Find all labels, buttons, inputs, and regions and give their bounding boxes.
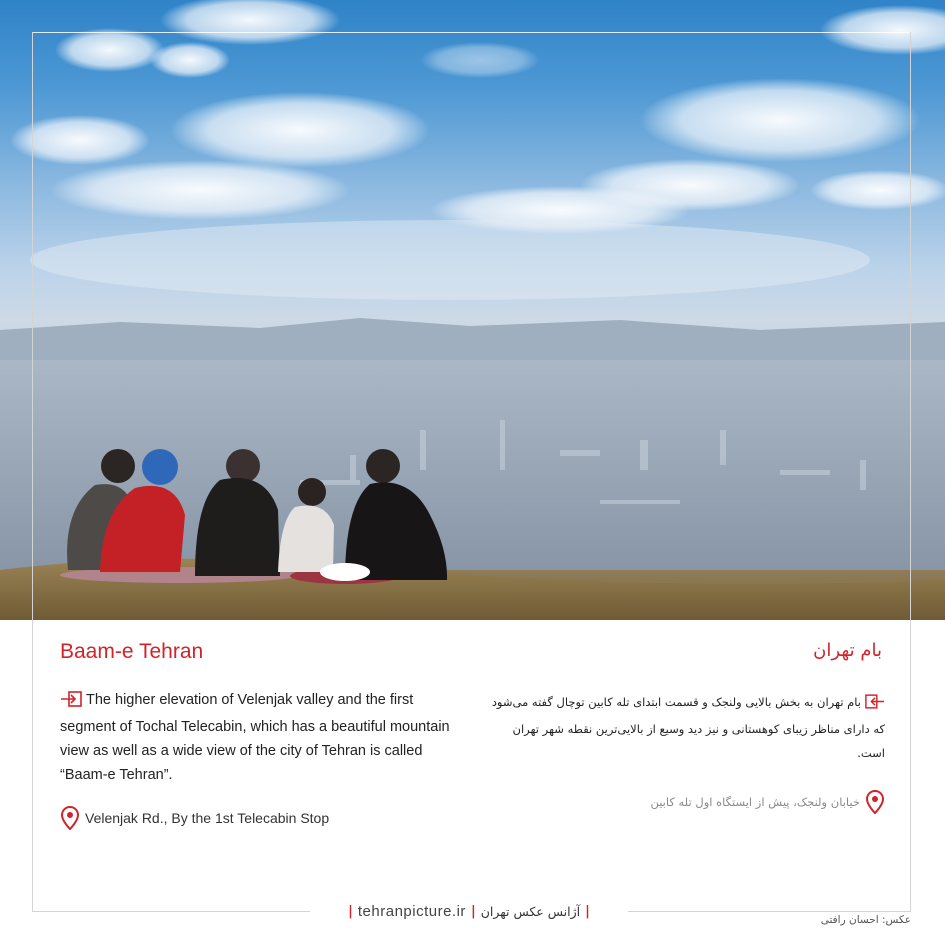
frame-bottom-right-line <box>628 911 911 912</box>
frame-right-line <box>910 32 911 912</box>
farsi-location-text: خیابان ولنجک، پیش از ایستگاه اول تله کابین <box>650 795 860 809</box>
agency-name: آژانس عکس تهران <box>480 903 581 919</box>
location-pin-icon <box>865 790 885 814</box>
clouds <box>10 0 945 300</box>
website-link[interactable]: tehranpicture.ir <box>357 902 466 920</box>
frame-top-line <box>32 32 911 33</box>
farsi-title: بام تهران <box>813 640 882 661</box>
farsi-location <box>650 790 885 814</box>
location-pin-icon <box>60 806 80 830</box>
divider-bar: | <box>348 903 353 919</box>
footer-brand <box>310 898 628 924</box>
divider-bar: | <box>470 903 476 919</box>
english-location-text: Velenjak Rd., By the 1st Telecabin Stop <box>85 810 330 826</box>
farsi-description: بام تهران به بخش بالایی ولنجک و قسمت ابتدای تله کابین توچال گفته می‌شود که دارای مناظر زیبای کوهستانی و نیز دید وسیع از بالایی‌ترین نقطه شهر تهران است. <box>491 695 885 760</box>
enter-arrow-icon <box>60 691 82 715</box>
family-picnic <box>60 449 447 584</box>
english-description-block <box>60 688 455 787</box>
farsi-description-block <box>485 690 885 765</box>
english-description: The higher elevation of Velenjak valley and the first segment of Tochal Telecabin, which has a beautiful mountain view as well as a wide view of the city of Tehran is called “Baam-e Tehran”. <box>60 692 450 783</box>
enter-arrow-icon <box>865 693 885 717</box>
frame-left-line <box>32 32 33 912</box>
divider-bar: | <box>585 903 590 919</box>
frame-bottom-left-line <box>32 911 310 912</box>
english-title: Baam-e Tehran <box>60 640 204 663</box>
photo-credit: عکس: احسان رافتی <box>820 914 911 926</box>
english-location <box>60 806 329 830</box>
